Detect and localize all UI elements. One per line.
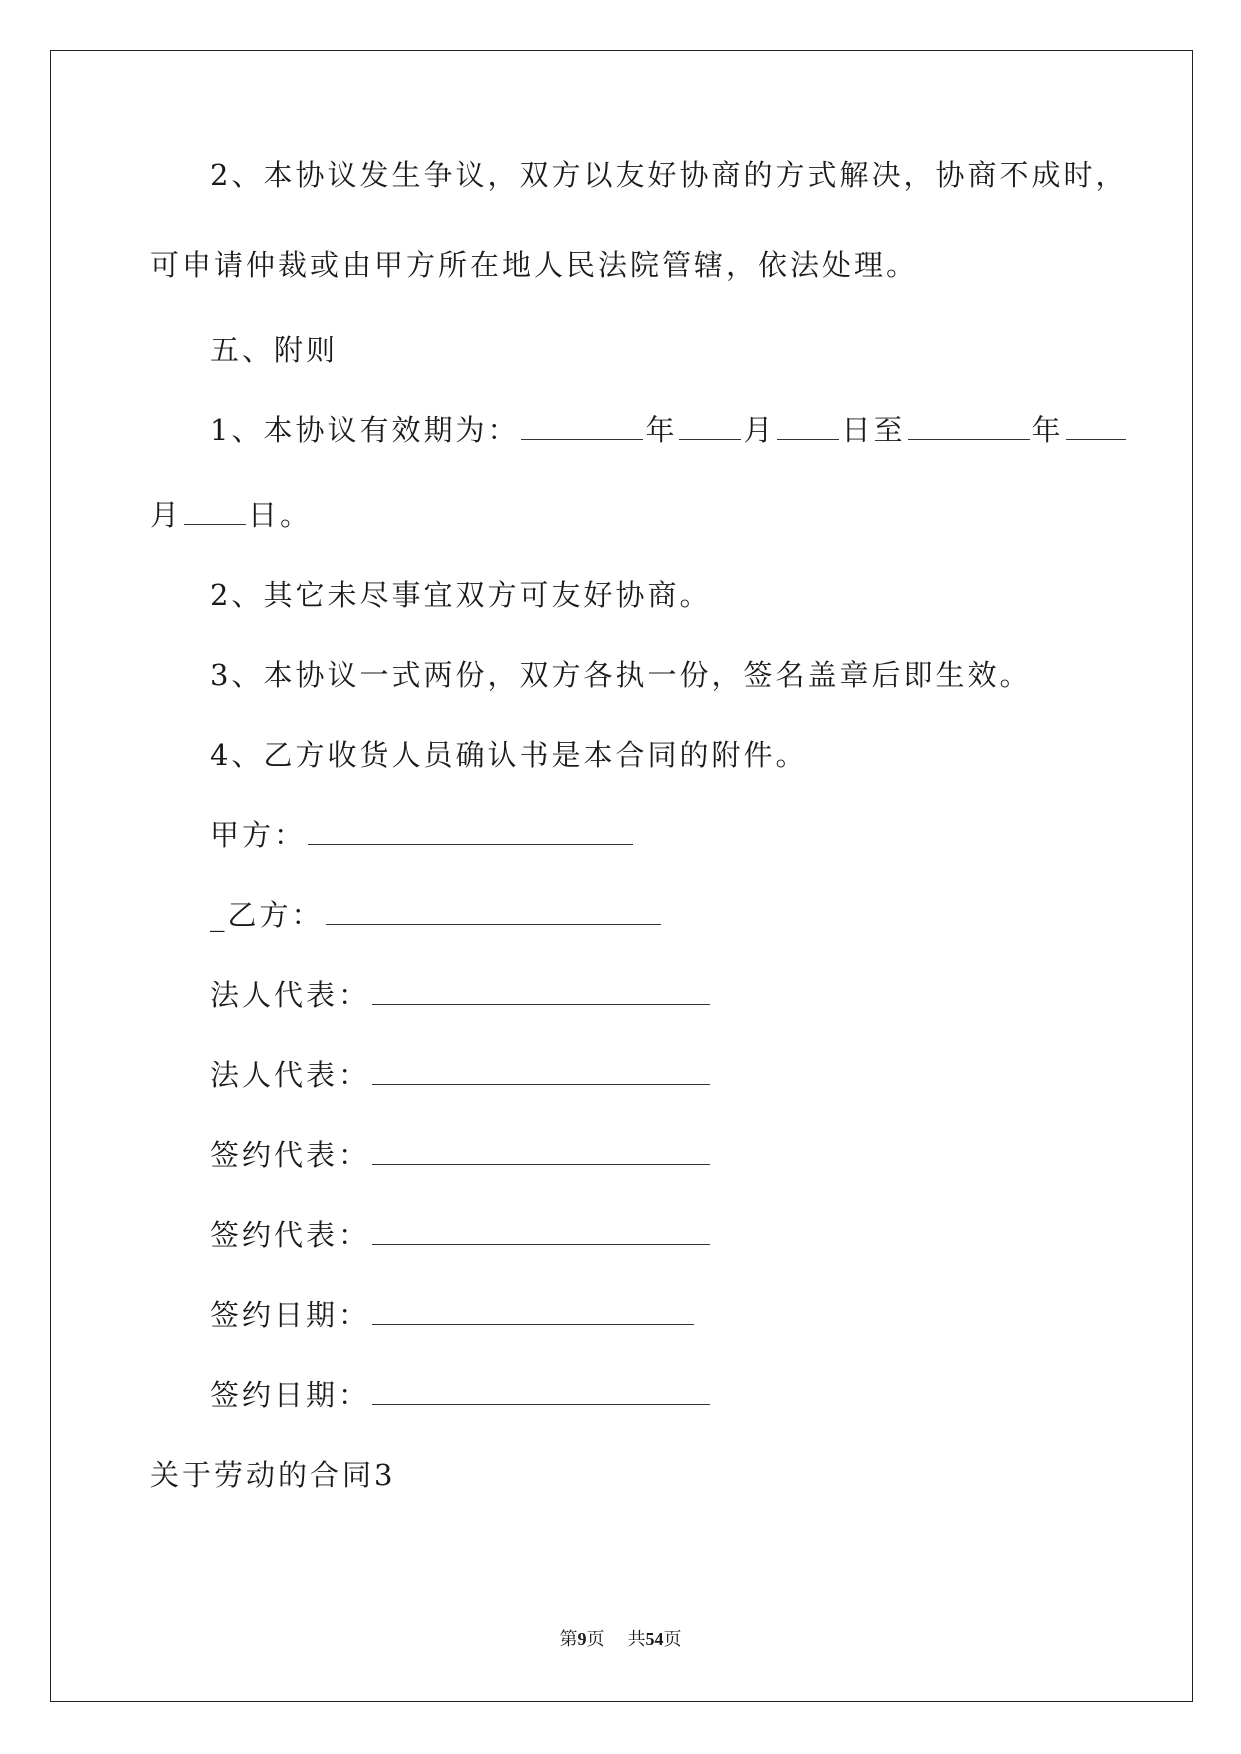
clause-5-1-line2 [150, 495, 312, 535]
footer-total-suffix: 页 [663, 1629, 682, 1650]
signature-party-b [210, 895, 663, 935]
signature-signing-rep-1-field[interactable] [372, 1138, 710, 1165]
footer-page-suffix: 页 [586, 1629, 605, 1650]
signature-party-a-field[interactable] [308, 818, 633, 845]
signature-signing-rep-1 [210, 1135, 712, 1175]
blank-month-start[interactable] [679, 413, 741, 440]
blank-month-end[interactable] [1066, 413, 1126, 440]
term-prefix: 1、本协议有效期为： [210, 413, 520, 447]
signature-legal-rep-2 [210, 1055, 712, 1095]
clause-5-1-line1 [210, 410, 1128, 450]
signature-signing-rep-2-label: 签约代表： [210, 1218, 371, 1252]
section-heading-appendix: 五、附则 [210, 333, 339, 367]
signature-date-2-field[interactable] [372, 1378, 710, 1405]
blank-day-end[interactable] [184, 498, 246, 525]
signature-legal-rep-1-field[interactable] [372, 978, 710, 1005]
signature-party-a-label: 甲方： [210, 818, 307, 852]
signature-party-a [210, 815, 635, 855]
next-contract-title: 关于劳动的合同3 [150, 1458, 396, 1492]
signature-signing-rep-1-label: 签约代表： [210, 1138, 371, 1172]
blank-year-start[interactable] [521, 413, 643, 440]
footer-page-number: 9 [577, 1629, 587, 1649]
clause-4-2-line1: 2、本协议发生争议，双方以友好协商的方式解决，协商不成时， [210, 158, 1128, 192]
clause-4-2-line2: 可申请仲裁或由甲方所在地人民法院管辖，依法处理。 [150, 248, 919, 282]
signature-legal-rep-1 [210, 975, 712, 1015]
term-month2: 月 [150, 498, 183, 532]
footer-total-number: 54 [645, 1629, 664, 1649]
footer-total-prefix: 共 [627, 1629, 646, 1650]
signature-signing-rep-2-field[interactable] [372, 1218, 710, 1245]
signature-legal-rep-2-label: 法人代表： [210, 1058, 371, 1092]
signature-date-2-label: 签约日期： [210, 1378, 371, 1412]
term-day-to: 日至 [841, 413, 906, 447]
footer-page-prefix: 第 [559, 1629, 578, 1650]
signature-party-b-field[interactable] [326, 898, 661, 925]
signature-date-2 [210, 1375, 712, 1415]
term-day-end: 日。 [248, 498, 313, 532]
clause-5-3: 3、本协议一式两份，双方各执一份，签名盖章后即生效。 [210, 658, 1032, 692]
signature-signing-rep-2 [210, 1215, 712, 1255]
signature-date-1-label: 签约日期： [210, 1298, 371, 1332]
signature-party-b-label: _乙方： [210, 898, 324, 932]
blank-year-end[interactable] [908, 413, 1030, 440]
signature-legal-rep-2-field[interactable] [372, 1058, 710, 1085]
signature-date-1 [210, 1295, 696, 1335]
term-month1: 月 [743, 413, 776, 447]
clause-5-4: 4、乙方收货人员确认书是本合同的附件。 [210, 738, 808, 772]
clause-5-2: 2、其它未尽事宜双方可友好协商。 [210, 578, 712, 612]
term-year2: 年 [1031, 413, 1064, 447]
page-footer [0, 1627, 1241, 1652]
blank-day-start[interactable] [777, 413, 839, 440]
term-year1: 年 [645, 413, 678, 447]
signature-date-1-field[interactable] [372, 1298, 694, 1325]
signature-legal-rep-1-label: 法人代表： [210, 978, 371, 1012]
